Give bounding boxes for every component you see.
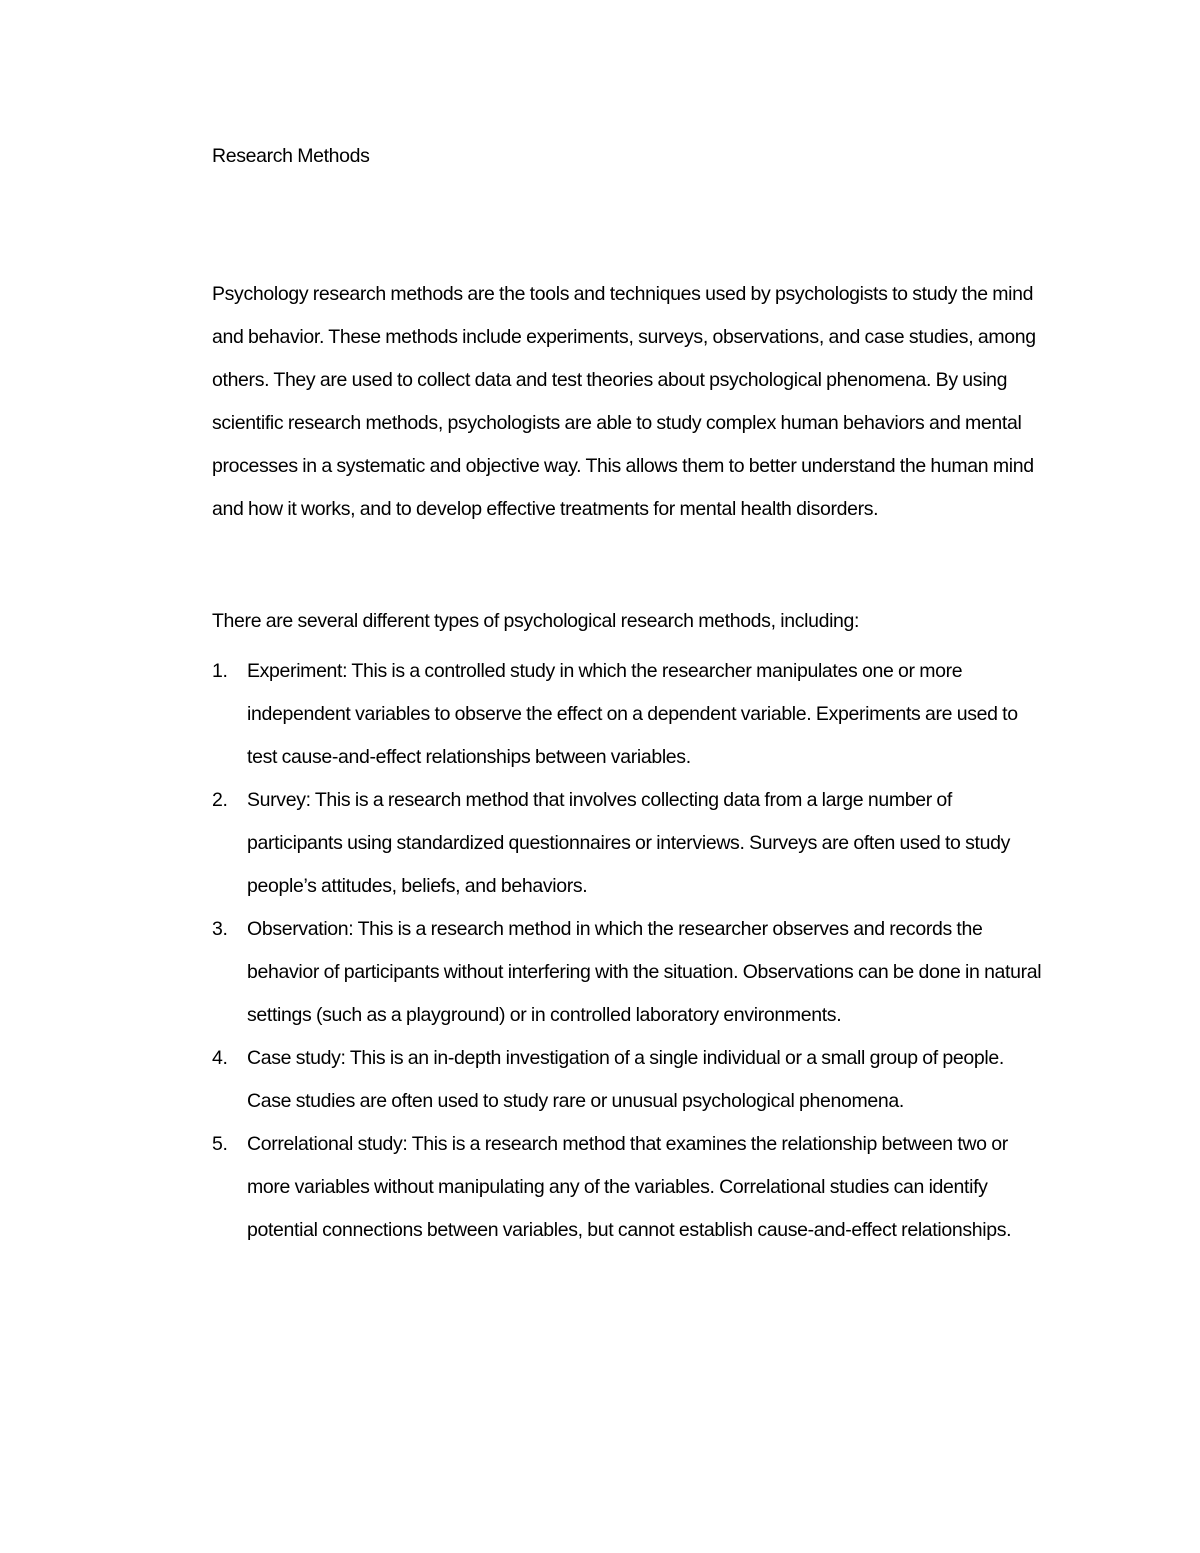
intro-paragraph: Psychology research methods are the tools and techniques used by psychologists to study the mind and behavior. These methods include experiments, surveys, observations, and case studies, among others. They are used to collect data and test theories about psychological phenomena. By using scientific research methods, psychologists are able to study complex human behaviors and mental processes in a systematic and objective way. This allows them to better understand the human mind and how it works, and to develop effective treatments for mental health disorders. [212, 283, 1036, 520]
list-item-case-study [212, 1037, 1052, 1123]
list-intro: There are several different types of psychological research methods, including: [212, 610, 860, 632]
list-item-correlational-study [212, 1123, 1052, 1252]
list-number: 5. [212, 1133, 228, 1155]
list-item-text: Correlational study: This is a research method that examines the relationship between two or more variables without manipulating any of the variables. Correlational studies can identify potential connections between variables, but cannot establish cause-and-effect relationships. [247, 1133, 1012, 1241]
list-number: 4. [212, 1047, 228, 1069]
methods-list [212, 650, 1052, 1252]
list-item-text: Survey: This is a research method that involves collecting data from a large number of participants using standardized questionnaires or interviews. Surveys are often used to study people’s attitudes, beliefs, and behaviors. [247, 789, 1010, 897]
list-item-text: Observation: This is a research method in which the researcher observes and records the behavior of participants without interfering with the situation. Observations can be done in natural settings (such as a playground) or in controlled laboratory environments. [247, 918, 1042, 1026]
list-item-observation [212, 908, 1052, 1037]
list-number: 1. [212, 660, 228, 682]
list-number: 3. [212, 918, 228, 940]
list-item-survey [212, 779, 1052, 908]
list-item-text: Experiment: This is a controlled study in which the researcher manipulates one or more independent variables to observe the effect on a dependent variable. Experiments are used to test cause-and-effect relationships between variables. [247, 660, 1018, 768]
list-number: 2. [212, 789, 228, 811]
list-item-experiment [212, 650, 1052, 779]
document-body [212, 141, 1052, 1252]
list-item-text: Case study: This is an in-depth investigation of a single individual or a small group of people. Case studies are often used to study rare or unusual psychological phenomena. [247, 1047, 1004, 1112]
document-title: Research Methods [212, 145, 370, 167]
